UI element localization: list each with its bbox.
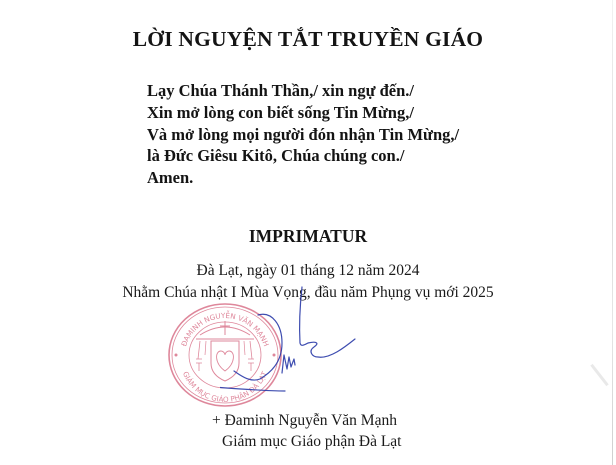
liturgical-occasion: Nhằm Chúa nhật I Mùa Vọng, đầu năm Phụng vụ mới 2025	[122, 284, 494, 301]
svg-text:ĐAMINH NGUYỄN VĂN MẠNH: ĐAMINH NGUYỄN VĂN MẠNH	[179, 310, 271, 348]
svg-text:GIÁM MỤC GIÁO PHẬN ĐÀ LẠT: GIÁM MỤC GIÁO PHẬN ĐÀ LẠT	[180, 370, 269, 405]
signature-icon	[220, 285, 370, 400]
prayer-line: Lạy Chúa Thánh Thần,/ xin ngự đến./	[147, 81, 415, 100]
prayer-line: Amen.	[147, 168, 194, 188]
scan-edge-mark	[590, 364, 608, 386]
imprimatur-heading: IMPRIMATUR	[248, 226, 368, 246]
place-date: Đà Lạt, ngày 01 tháng 12 năm 2024	[196, 262, 420, 279]
signer-title: Giám mục Giáo phận Đà Lạt	[222, 433, 402, 450]
signer-name: + Đaminh Nguyễn Văn Mạnh	[212, 412, 397, 429]
scan-edge-line	[612, 0, 613, 465]
prayer-line: Xin mở lòng con biết sống Tin Mừng,/	[147, 102, 414, 122]
prayer-line: Và mở lòng mọi người đón nhận Tin Mừng,/	[147, 124, 460, 144]
prayer-line: là Đức Giêsu Kitô, Chúa chúng con./	[147, 146, 405, 166]
prayer-text	[147, 80, 459, 189]
signer-block	[212, 410, 401, 452]
document-title: LỜI NGUYỆN TẮT TRUYỀN GIÁO	[132, 27, 484, 51]
